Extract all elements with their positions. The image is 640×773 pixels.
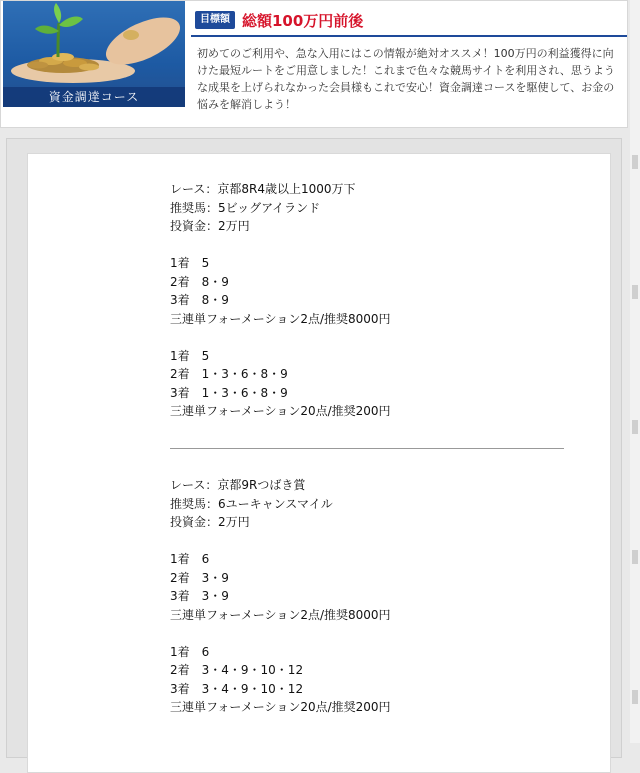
- recommended-horse: 推奨馬：6ユーキャンスマイル: [170, 496, 333, 511]
- course-image: [3, 1, 185, 107]
- bet-first-place: 1着 5: [170, 256, 210, 270]
- bet-summary: 三連単フォーメーション20点/推奨200円: [170, 404, 391, 418]
- money-plant-icon: [3, 1, 185, 87]
- race-name: レース：京都8R4歳以上1000万下: [170, 182, 356, 196]
- bet-second-place: 2着 1・3・6・8・9: [170, 367, 288, 381]
- bet-third-place: 3着 1・3・6・8・9: [170, 385, 288, 400]
- bet-third-place: 3着 3・4・9・10・12: [170, 681, 304, 696]
- bet-first-place: 1着 6: [170, 552, 210, 566]
- course-card: [0, 0, 628, 128]
- bet-second-place: 2着 3・9: [170, 570, 229, 585]
- bet-first-place: 1着 5: [170, 348, 210, 363]
- course-description: 初めてのご利用や、急な入用にはこの情報が絶対オススメ！100万円の利益獲得に向けた最短ルートをご用意しました！これまで色々な競馬サイトを利用され、思うような成果を上げられなかった会員様もこれで安心！資金調達コースを駆使して、お金の悩みを解消しよう！: [197, 47, 615, 111]
- recommended-horse: 推奨馬：5ビッグアイランド: [170, 200, 321, 215]
- scrollbar-track[interactable]: [630, 0, 640, 743]
- investment-amount: 投資金：2万円: [170, 515, 250, 529]
- side-tab-marker: [632, 155, 638, 169]
- bet-third-place: 3着 3・9: [170, 589, 229, 603]
- prediction-body: [170, 180, 570, 717]
- bet-summary: 三連単フォーメーション2点/推奨8000円: [170, 607, 391, 622]
- content-panel: [27, 153, 611, 773]
- course-header: [195, 9, 363, 31]
- bet-summary: 三連単フォーメーション2点/推奨8000円: [170, 311, 391, 326]
- target-amount: 総額100万円前後: [242, 11, 364, 30]
- race-name: レース：京都9Rつばき賞: [170, 478, 306, 492]
- bet-second-place: 2着 3・4・9・10・12: [170, 663, 304, 677]
- bet-first-place: 1着 6: [170, 644, 210, 659]
- side-tab-marker: [632, 420, 638, 434]
- bet-second-place: 2着 8・9: [170, 274, 229, 289]
- side-tab-marker: [632, 550, 638, 564]
- target-badge: 目標額: [195, 11, 235, 29]
- content-wrapper: [6, 138, 622, 758]
- bet-summary: 三連単フォーメーション20点/推奨200円: [170, 700, 391, 714]
- investment-amount: 投資金：2万円: [170, 219, 250, 233]
- header-divider: [191, 35, 627, 37]
- bet-third-place: 3着 8・9: [170, 293, 229, 307]
- side-tab-marker: [632, 690, 638, 704]
- side-tab-marker: [632, 285, 638, 299]
- course-image-label: 資金調達コース: [3, 87, 185, 107]
- race-separator: [170, 439, 570, 458]
